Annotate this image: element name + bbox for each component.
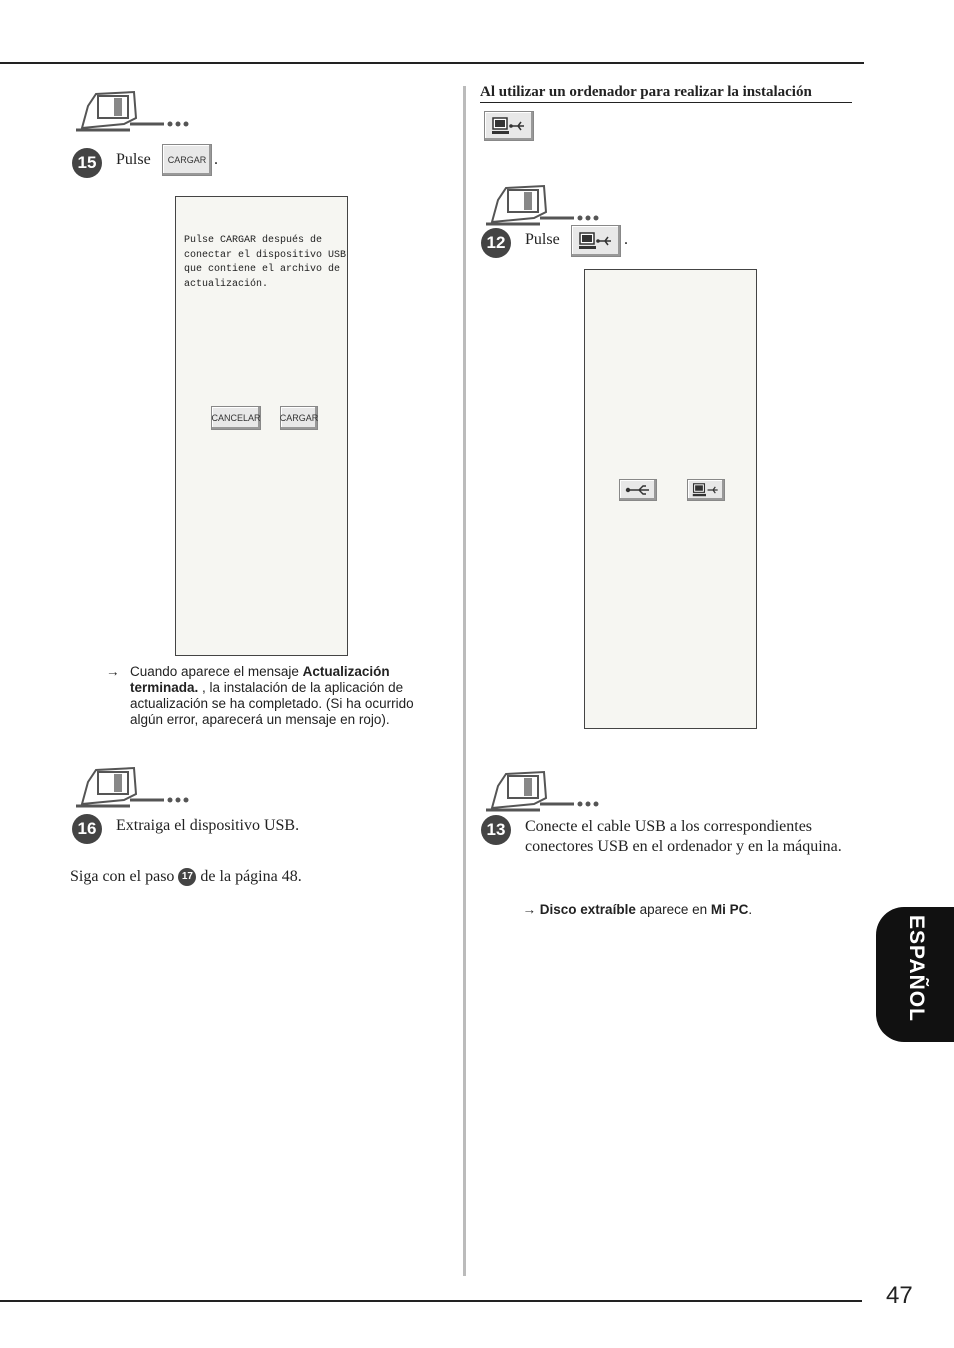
screen-message: Pulse CARGAR después de conectar el dispositivo USB que contiene el archivo de actualización. — [184, 235, 347, 290]
note-bold: Actualización terminada. — [130, 664, 390, 695]
step16-text: Extraiga el dispositivo USB. — [116, 817, 300, 834]
note-prefix: Cuando aparece el mensaje — [130, 664, 303, 679]
step12-period: . — [624, 231, 628, 248]
step13-note-bold2: Mi PC — [710, 902, 749, 917]
bottom-rule — [0, 1300, 862, 1302]
section-heading: Al utilizar un ordenador para realizar la instalación — [480, 82, 852, 103]
step-number-16: 16 — [72, 814, 102, 844]
sewing-machine-icon — [74, 88, 190, 132]
continue-suffix: de la página 48. — [196, 868, 302, 885]
usb-mode-screen — [584, 269, 757, 729]
language-tab — [876, 907, 954, 1042]
load-button[interactable]: CARGAR — [280, 406, 318, 430]
computer-usb-icon — [579, 232, 613, 250]
continue-text — [70, 867, 302, 887]
note-arrow: → — [106, 664, 120, 679]
continue-prefix: Siga con el paso — [70, 868, 179, 885]
cargar-button-inline[interactable]: CARGAR — [162, 144, 212, 176]
completion-note — [106, 664, 436, 728]
step13-note — [515, 886, 752, 918]
usb-icon — [625, 484, 651, 496]
language-tab-label: ESPAÑOL — [905, 915, 928, 1022]
step13-text: Conecte el cable USB a los correspondientes conectores USB en el ordenador y en la máquina. — [525, 818, 842, 855]
sewing-machine-icon — [484, 182, 600, 226]
sewing-machine-icon — [484, 768, 600, 812]
step-number-15: 15 — [72, 148, 102, 178]
step-number-13: 13 — [481, 815, 511, 845]
step13-note-end: . — [748, 902, 753, 917]
step13-note-mid: aparece en — [635, 902, 711, 917]
step15-text: Pulse — [116, 151, 151, 168]
computer-usb-button[interactable] — [571, 225, 621, 257]
computer-usb-button-display — [484, 111, 534, 141]
step15-period: . — [214, 151, 218, 168]
computer-usb-icon — [692, 483, 720, 497]
continue-step-badge: 17 — [178, 868, 196, 886]
page-number: 47 — [886, 1282, 913, 1309]
computer-usb-icon — [492, 117, 526, 135]
column-divider — [463, 86, 466, 1276]
cancel-button[interactable]: CANCELAR — [211, 406, 261, 430]
step12-text: Pulse — [525, 231, 560, 248]
sewing-machine-icon — [74, 764, 190, 808]
note-rest: , la instalación de la aplicación de actualización se ha completado. (Si ha ocurrido algún error, aparecerá un mensaje en rojo). — [130, 680, 414, 727]
top-rule — [0, 62, 864, 64]
computer-button[interactable] — [687, 479, 725, 501]
step-number-12: 12 — [481, 228, 511, 258]
update-screen — [175, 196, 348, 656]
usb-button[interactable] — [619, 479, 657, 501]
step13-note-arrow: → — [522, 902, 537, 917]
step13-note-bold1: Disco extraíble — [539, 902, 636, 917]
